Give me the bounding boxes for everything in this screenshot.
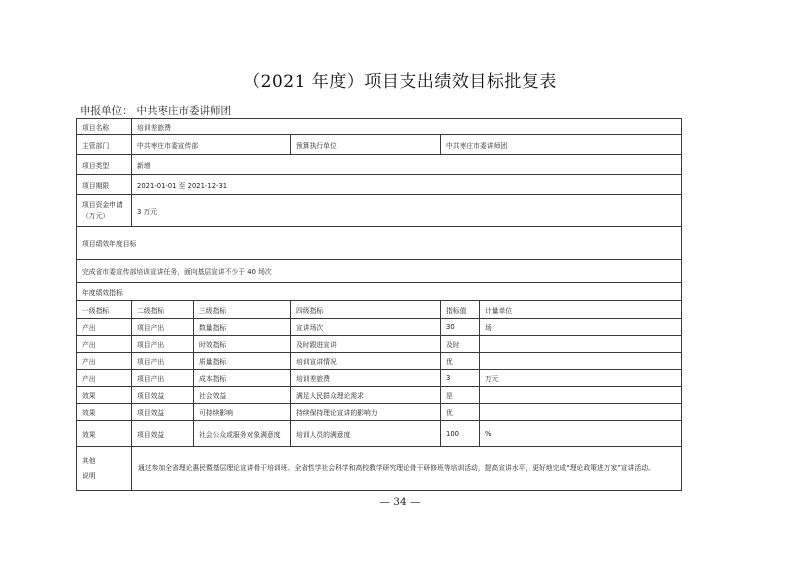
- row-value: 及时: [441, 336, 480, 353]
- row-project-period: [77, 175, 682, 195]
- row-level-4: 培训差旅费: [291, 370, 441, 387]
- row-unit: %: [480, 421, 682, 447]
- project-name-label: 项目名称: [77, 119, 132, 135]
- project-funds-label: 项目资金申请（万元）: [77, 195, 132, 227]
- row-level-4: 满足人民群众理论需求: [291, 387, 441, 404]
- row-annual-goal: [77, 260, 682, 283]
- row-level-3: 时效指标: [194, 336, 291, 353]
- project-period-value: 2021-01-01 至 2021-12-31: [132, 175, 682, 195]
- table-row: [77, 370, 682, 387]
- header-level-1: 一级指标: [77, 301, 132, 319]
- row-project-type: [77, 155, 682, 175]
- table-row: [77, 319, 682, 336]
- row-level-1: 产出: [77, 370, 132, 387]
- exec-unit-value: 中共枣庄市委讲师团: [441, 135, 682, 155]
- row-level-2: 项目产出: [132, 336, 194, 353]
- exec-unit-label: 预算执行单位: [291, 135, 441, 155]
- table-row: [77, 336, 682, 353]
- row-indicators-label: [77, 283, 682, 301]
- row-level-1: 效果: [77, 387, 132, 404]
- row-unit: [480, 404, 682, 421]
- project-type-label: 项目类型: [77, 155, 132, 175]
- applicant-unit-label: 申报单位：: [80, 105, 133, 117]
- row-level-1: 效果: [77, 404, 132, 421]
- row-level-1: 效果: [77, 421, 132, 447]
- annual-goal-value: 完成省市委宣传部培训宣讲任务，面向基层宣讲不少于 40 场次: [77, 260, 682, 283]
- row-level-4: 及时跟进宣讲: [291, 336, 441, 353]
- header-indicator-value: 指标值: [441, 301, 480, 319]
- applicant-unit-value: 中共枣庄市委讲师团: [136, 105, 231, 117]
- row-level-3: 质量指标: [194, 353, 291, 370]
- row-unit: [480, 387, 682, 404]
- row-level-4: 培训宣讲情况: [291, 353, 441, 370]
- department-label: 主管部门: [77, 135, 132, 155]
- table-row: [77, 353, 682, 370]
- row-project-name: [77, 119, 682, 135]
- row-level-2: 项目产出: [132, 353, 194, 370]
- applicant-unit: [80, 103, 231, 118]
- project-name-value: 培训差旅费: [132, 119, 682, 135]
- row-level-3: 社会效益: [194, 387, 291, 404]
- header-unit: 计量单位: [480, 301, 682, 319]
- row-level-2: 项目效益: [132, 421, 194, 447]
- row-level-1: 产出: [77, 353, 132, 370]
- page-title: （2021 年度）项目支出绩效目标批复表: [243, 72, 557, 92]
- project-funds-value: 3 万元: [132, 195, 682, 227]
- notes-text: 通过参加全省理论惠民暨基层理论宣讲骨干培训班、全省哲学社会科学和高校教学研究理论骨干研修班等培训活动，提高宣讲水平，更好地完成“理论政策进万家”宣讲活动。: [132, 447, 682, 491]
- row-unit: [480, 353, 682, 370]
- row-project-funds: [77, 195, 682, 227]
- row-level-3: 社会公众或服务对象满意度: [194, 421, 291, 447]
- approval-table: [76, 118, 682, 491]
- row-level-4: 宣讲场次: [291, 319, 441, 336]
- row-level-4: 培训人员的满意度: [291, 421, 441, 447]
- row-unit: [480, 336, 682, 353]
- notes-label-line-2: 说明: [82, 471, 96, 480]
- notes-label: [77, 447, 132, 491]
- indicator-header-row: [77, 301, 682, 319]
- notes-label-line-1: 其他: [82, 456, 96, 465]
- row-level-2: 项目效益: [132, 404, 194, 421]
- row-level-2: 项目产出: [132, 370, 194, 387]
- row-annual-goal-label: [77, 227, 682, 260]
- row-value: 30: [441, 319, 480, 336]
- table-row: [77, 387, 682, 404]
- indicators-label: 年度绩效指标: [77, 283, 682, 301]
- header-level-2: 二级指标: [132, 301, 194, 319]
- annual-goal-label: 项目绩效年度目标: [77, 227, 682, 260]
- row-value: 3: [441, 370, 480, 387]
- project-type-value: 新增: [132, 155, 682, 175]
- row-level-3: 数量指标: [194, 319, 291, 336]
- row-level-2: 项目产出: [132, 319, 194, 336]
- row-other-notes: [77, 447, 682, 491]
- row-unit: 场: [480, 319, 682, 336]
- table-row: [77, 421, 682, 447]
- row-level-1: 产出: [77, 319, 132, 336]
- row-level-3: 成本指标: [194, 370, 291, 387]
- row-department: [77, 135, 682, 155]
- row-value: 100: [441, 421, 480, 447]
- header-level-3: 三级指标: [194, 301, 291, 319]
- row-value: 优: [441, 404, 480, 421]
- row-level-1: 产出: [77, 336, 132, 353]
- department-value: 中共枣庄市委宣传部: [132, 135, 291, 155]
- header-level-4: 四级指标: [291, 301, 441, 319]
- row-value: 优: [441, 353, 480, 370]
- project-period-label: 项目期限: [77, 175, 132, 195]
- row-level-4: 持续保持理论宣讲的影响力: [291, 404, 441, 421]
- table-row: [77, 404, 682, 421]
- row-unit: 万元: [480, 370, 682, 387]
- page-number: — 34 —: [379, 496, 421, 508]
- row-level-2: 项目效益: [132, 387, 194, 404]
- row-value: 是: [441, 387, 480, 404]
- row-level-3: 可持续影响: [194, 404, 291, 421]
